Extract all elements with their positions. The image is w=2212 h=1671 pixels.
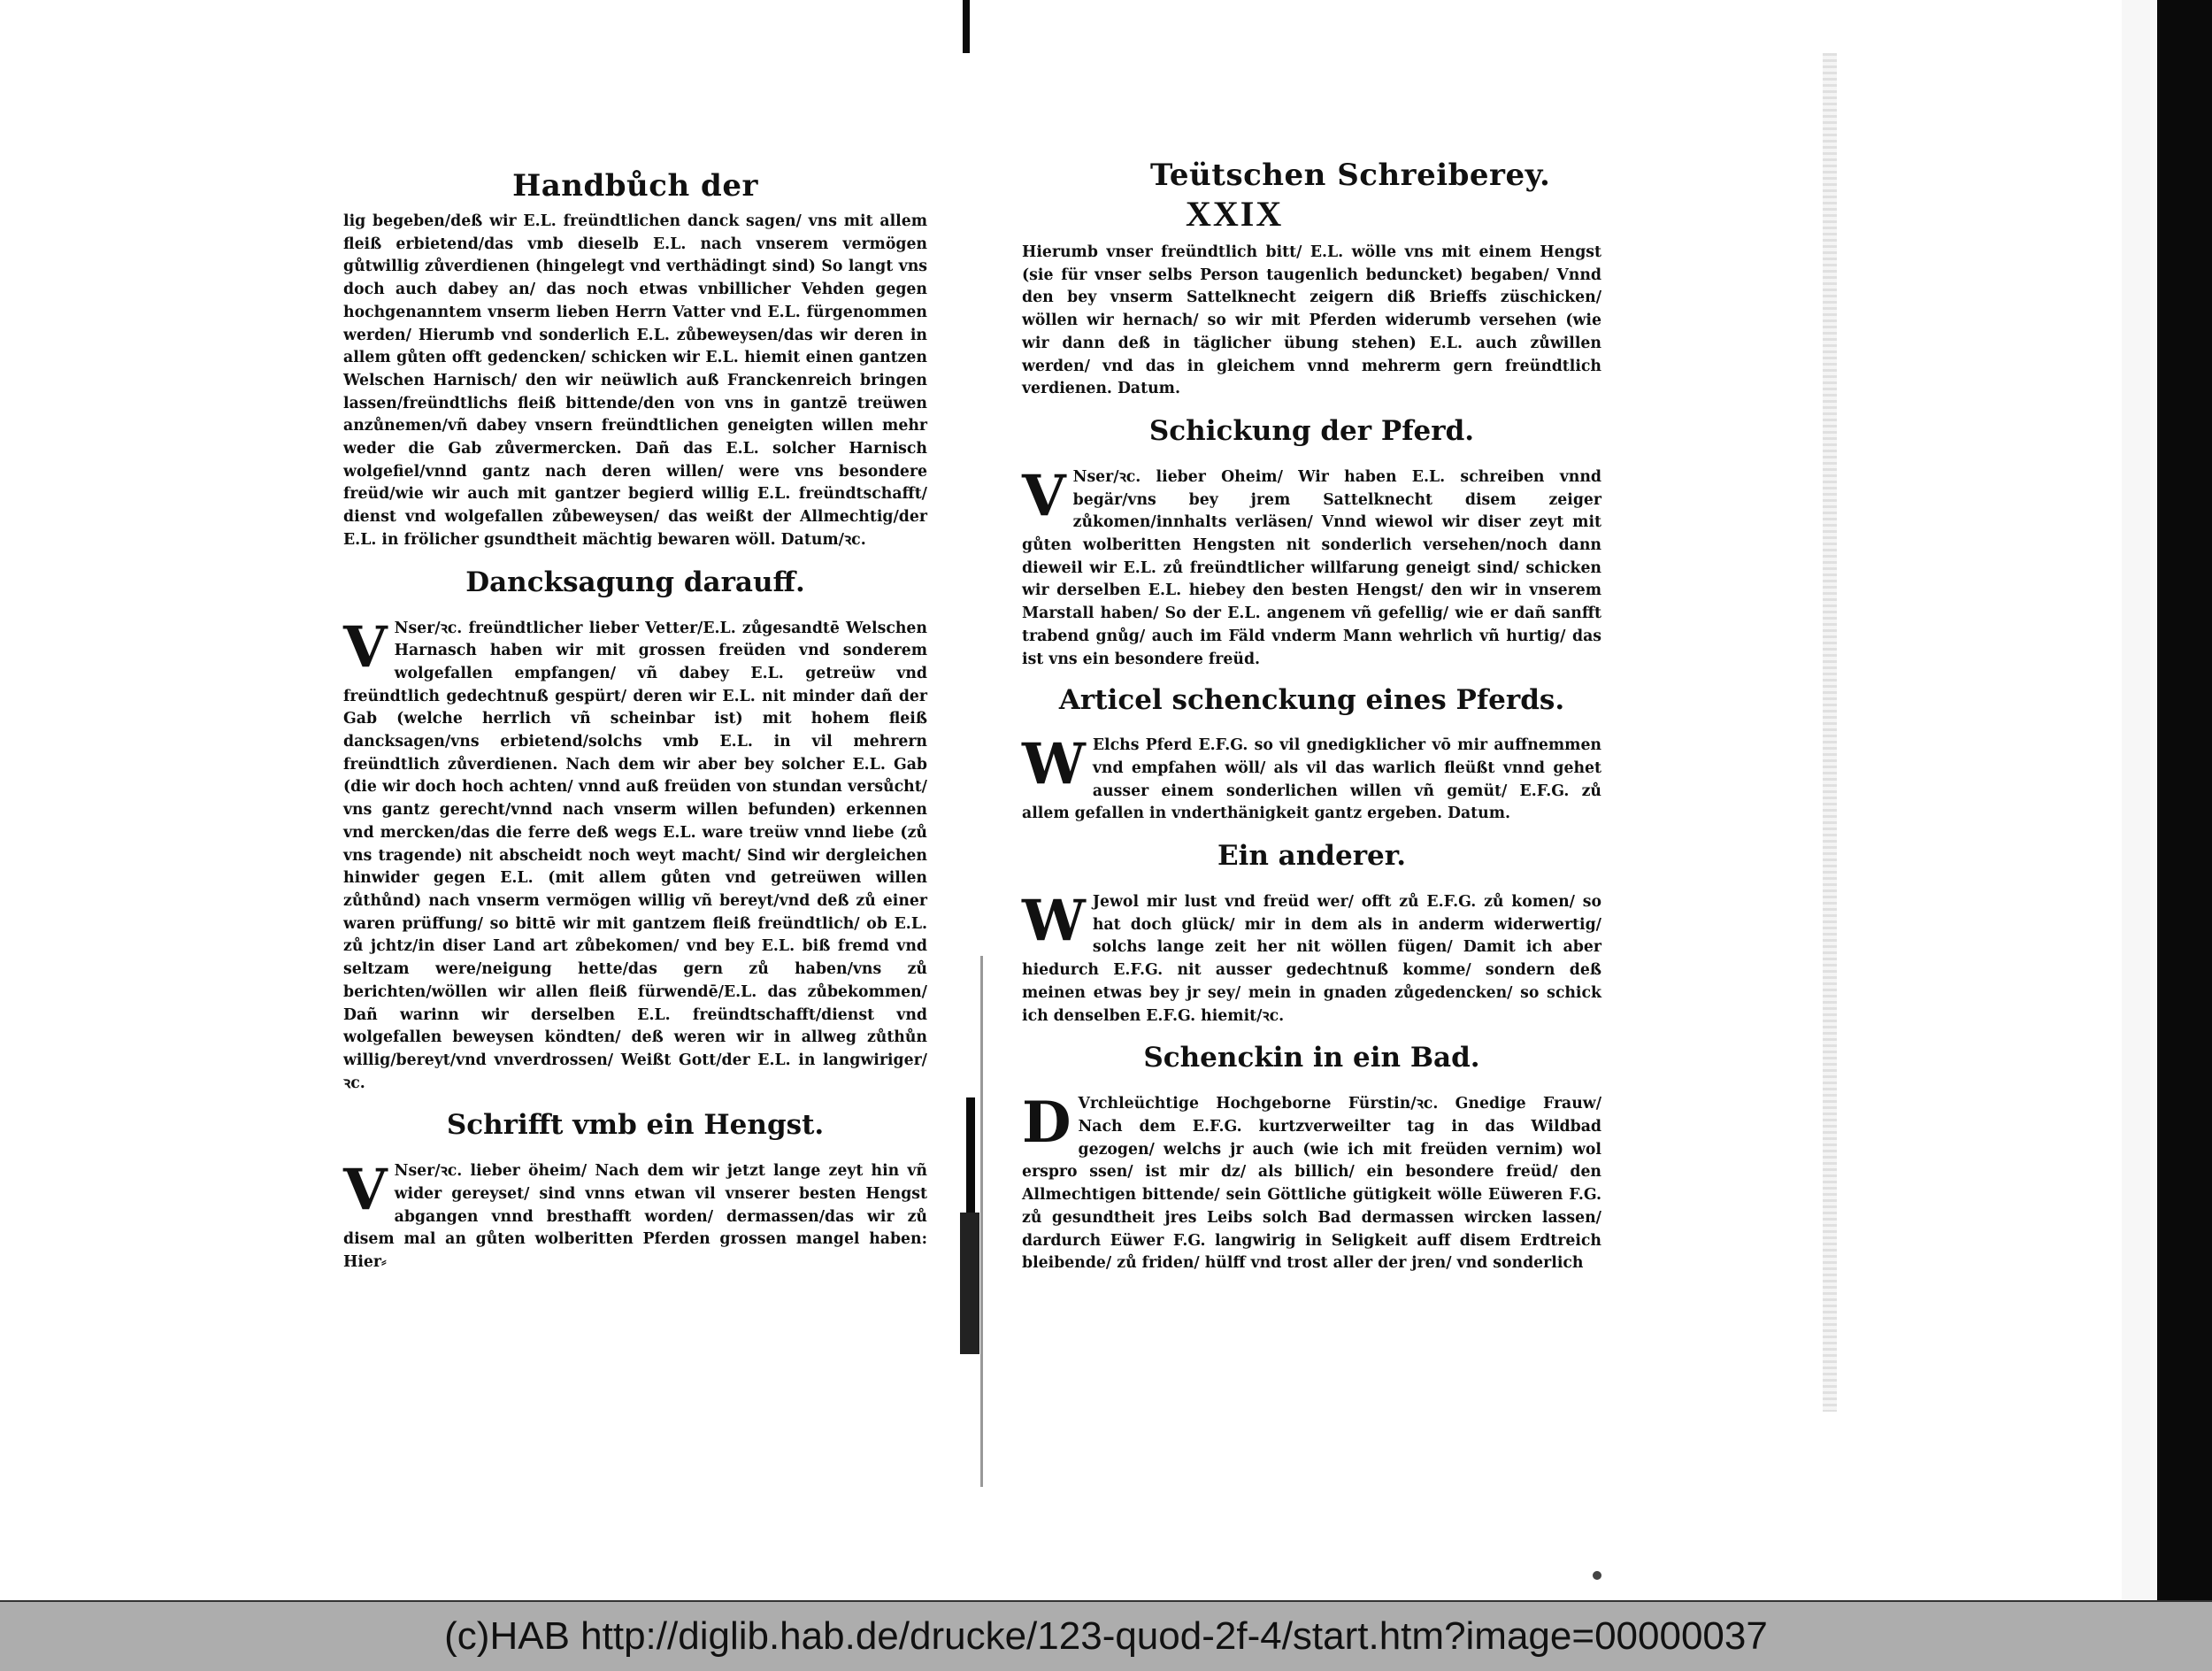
footer-credit: (c)HAB http://diglib.hab.de/drucke/123-quod-2f-4/start.htm?image=00000037 [444,1614,1768,1658]
paragraph [343,1157,927,1274]
section-heading: Ein anderer. [1217,840,1407,873]
right-page [1022,158,1601,1275]
section-heading: Articel schenckung eines Pferds. [1058,684,1565,717]
copyright-footer [0,1602,2212,1671]
left-page [343,168,927,1274]
book-gutter [956,0,1004,1602]
page-edge-shadow [1823,53,1837,1412]
running-head-title: Teütschen Schreiberey. [1150,158,1551,193]
paragraph: Hierumb vnser freündtlich bitt/ E.L. wölle vns mit einem Hengst (sie für vnser selbs Person taugenlich beduncket) begaben/ Vnnd den bey vnserm Sattelknecht zeigern diß Brieffs züschicken/ wöllen wir hernach/ so wir mit Pferden widerumb versehen (wie wir dann deß in täglicher übung stehen) E.L. auch zůwillen werden/ vnd das in gleichem vnnd mehrerm gern freündtlich verdienen. Datum. [1022,243,1601,398]
paragraph [1022,731,1601,826]
drop-capital: V [343,1157,388,1224]
paragraph: lig begeben/deß wir E.L. freündtlichen danck sagen/ vns mit allem fleiß erbietend/das vmb dieselb E.L. nach vnserem vermögen gůtwillig zůverdienen (hingelegt vnd verthädingt sind) So langt vns doch auch dabey an/ das noch etwas vnbillicher Vehden gegen hochgenanntem vnserm lieben Herrn Vatter vnd E.L. fürgenommen werden/ Hierumb vnd sonderlich E.L. zůbeweysen/das wir deren in allem gůten offt gedencken/ schicken wir E.L. hiemit einen gantzen Welschen Harnisch/ den wir neüwlich auß Franckenreich bringen lassen/freündtlichs fleiß bittende/den von vns in gantzē treüwen anzůnemen/vñ dabey vnsern freündtlichen geneigten willen mehr weder die Gab zůvermercken. Dañ das E.L. solcher Harnisch wolgefiel/vnnd gantz nach deren willen/ were vns besondere freüd/wie wir auch mit gantzer begierd willig E.L. freündtschafft/ dienst vnd wolgefallen zůbeweysen/ das weißt der Allmechtig/der E.L. in frölicher gsundtheit mächtig bewaren wöll. Datum/ꝛc. [343,212,927,549]
drop-capital: D [1022,1090,1071,1157]
paragraph-text: Nser/ꝛc. freündtlicher lieber Vetter/E.L. zůgesandtē Welschen Harnasch haben wir mit grossen freüden vnd sonderem wolgefallen empfangen/ vñ dabey E.L. getreüw vnd freündtlich gedechtnuß gespürt/ deren wir E.L. nit minder dañ der Gab (welche herrlich vñ scheinbar ist) mit hohem fleiß dancksagen/vns erbietend/solchs vmb E.L. in vil mehrern freündtlich zůverdienen. Nach dem wir aber bey solcher E.L. Gab (die wir doch hoch achten/ vnnd auß freüden von stundan versůcht/ vns gantz gerecht/vnnd nach vnserm willen befunden) erkennen vnd mercken/das die ferre deß wegs E.L. ware treüw vnnd liebe (zů vns tragende) nit abscheidt noch weyt macht/ Sind wir dergleichen hinwider gegen E.L. (mit allem gůten vnd getreüwen willen zůthůnd) nach vnserm vermögen willig vñ bereyt/vnd deß zů einer waren prüffung/ so bittē wir mit gantzem fleiß freündtlich/ ob E.L. zů jchtz/in diser Land art zůbekomen/ vnd bey E.L. biß fremd vnd seltzam were/neigung hette/das gern zů haben/vns zů berichten/wöllen wir allen fleiß fürwendē/E.L. das zůbekommen/ Dañ warinn wir derselben E.L. freündtschafft/dienst vnd wolgefallen beweysen köndten/ deß weren wir in allweg zůthůn willig/bereyt/vnd vnverdrossen/ Weißt Gott/der E.L. in langwiriger/ꝛc. [343,619,927,1092]
page-edge [2122,0,2157,1602]
section-heading: Schickung der Pferd. [1148,414,1475,447]
drop-capital: W [1022,888,1086,955]
paragraph-text: Nser/ꝛc. lieber Oheim/ Wir haben E.L. schreiben vnnd begär/vns bey jrem Sattelknecht disem zeiger zůkomen/innhalts verläsen/ Vnnd wiewol wir diser zeyt mit gůten wolberitten Hengsten nit sonderlich versehen/noch dann dieweil wir E.L. zů freündtlicher willfarung geneigt sind/ schicken wir derselben E.L. hiebey den besten Hengst/ den wir in vnserem Marstall haben/ So der E.L. angenem vñ gefellig/ wie er dañ sanfft trabend gnůg/ auch im Fäld vnderm Mann wehrlich vñ hurtig/ das ist vns ein besondere freüd. [1022,467,1601,668]
paragraph [1022,462,1601,671]
running-head: Handbůch der [512,168,758,204]
running-head [1022,158,1601,235]
drop-capital: V [1022,462,1066,529]
section-heading: Schenckin in ein Bad. [1143,1042,1480,1074]
paper-speck [1593,1571,1601,1580]
paragraph-text: Vrchleüchtige Hochgeborne Fürstin/ꝛc. Gnedige Frauw/ Nach dem E.F.G. kurtzverweilter tag in das Wildbad gezogen/ welchs jr auch (wie ich mit freüden vernim) wol erspro ssen/ ist mir dz/ als billich/ ein besondere freüd/ den Allmechtigen bittende/ sein Göttliche gütigkeit wölle Eüweren F.G. zů gesundtheit jres Leibs solch Bad dermassen wircken lassen/ dardurch Eüwer F.G. langwirig in Seligkeit auff disem Erdtreich bleibende/ zů friden/ hülff vnd trost aller der jren/ vnd sonderlich [1022,1095,1601,1273]
section-heading: Schrifft vmb ein Hengst. [446,1109,825,1142]
scan-border [2157,0,2212,1602]
paragraph-text: Elchs Pferd E.F.G. so vil gnedigklicher vō mir auffnemmen vnd empfahen wöll/ als vil das warlich fleüßt vnnd gehet ausser einem sonderlichen willen vñ gemüt/ E.F.G. zů allem gefallen in vnderthänigkeit gantz ergeben. Datum. [1022,736,1601,823]
paragraph-text: Nser/ꝛc. lieber öheim/ Nach dem wir jetzt lange zeyt hin vñ wider gereyset/ sind vnns etwan vil vnserer besten Hengst abgangen vnnd bresthafft worden/ dermassen/das wir zů disem mal an gůten wolberitten Pferden grossen mangel haben: Hier⸗ [343,1162,927,1272]
paragraph [343,613,927,1096]
paragraph [1022,888,1601,1028]
folio-number: XXIX [1186,194,1284,234]
section-heading: Dancksagung darauff. [465,566,805,598]
paragraph [1022,1090,1601,1275]
drop-capital: W [1022,731,1086,798]
drop-capital: V [343,613,388,681]
paragraph-text: Jewol mir lust vnd freüd wer/ offt zů E.F.G. zů komen/ so hat doch glück/ mir in dem als in anderm widerwertig/ solchs lange zeit her nit wöllen fügen/ Damit ich aber hiedurch E.F.G. nit ausser gedechtnuß komme/ sondern deß meinen etwas bey jr sey/ mein in gnaden zůgedencken/ so schick ich denselben E.F.G. hiemit/ꝛc. [1022,893,1601,1025]
